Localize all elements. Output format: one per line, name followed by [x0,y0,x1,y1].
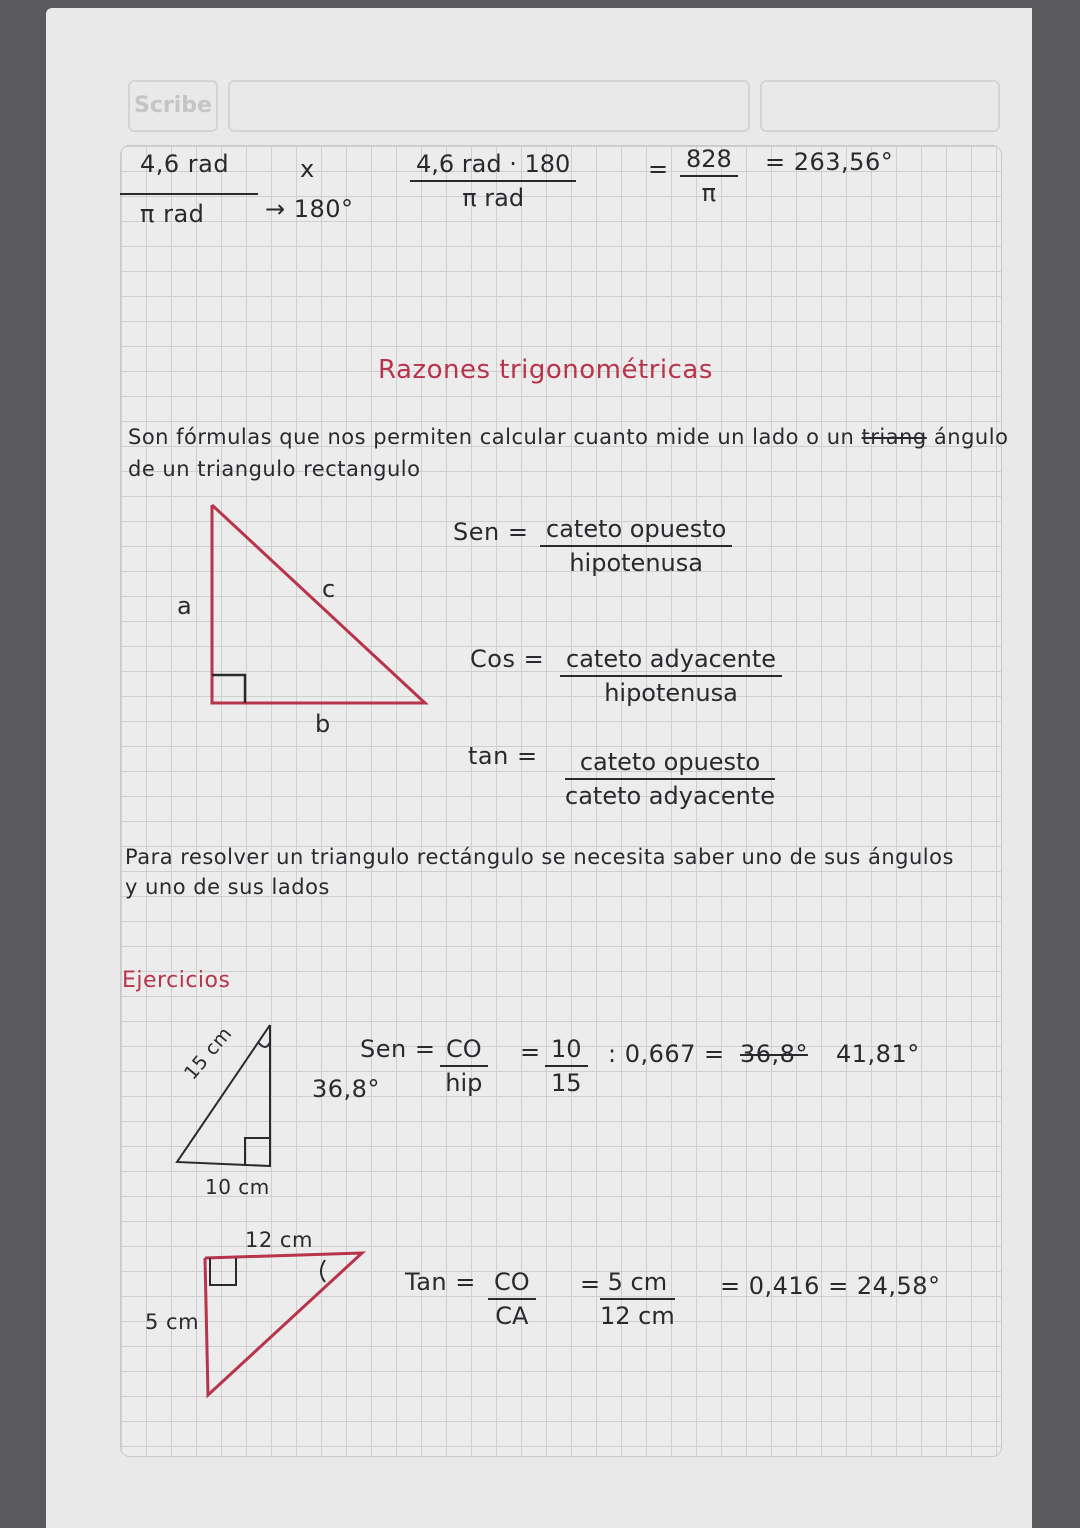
conv-fraction2: 4,6 rad · 180 π rad [410,150,576,212]
ex2-fraction1: $\frac{CO}{CA}$ [488,1268,536,1330]
exercises-heading: Ejercicios [122,968,231,993]
ex2-top-label: 12 cm [245,1228,313,1252]
sen-label: Sen = [453,518,529,546]
conv-arrow: → 180° [265,195,354,223]
conv-denominator: π rad [140,200,205,228]
ex1-fraction1: CO hip [440,1035,488,1097]
ex1-lhs: Sen = [360,1035,436,1063]
ex2-result: = 0,416 = 24,58° [720,1272,941,1300]
sen-fraction: cateto opuesto hipotenusa [540,515,732,577]
label-c: c [322,575,336,603]
triangle-main [212,505,425,703]
note-line1: Para resolver un triangulo rectángulo se necesita saber uno de sus ángulos [125,845,954,869]
ex1-value: : 0,667 = [608,1040,725,1068]
conv-fraction3: $\frac{828}{\pi}$ [680,145,738,207]
tan-label: tan = [468,742,538,770]
ex1-result: 41,81° [836,1040,920,1068]
ex1-fraction2: $\frac{10}{15}$ [545,1035,588,1097]
label-a: a [177,592,193,620]
right-angle-mark [212,675,245,703]
ex2-eq: = [580,1270,601,1298]
ex2-side-label: 5 cm [145,1310,200,1334]
ex2-lhs: Tan = [405,1268,476,1296]
conv-result: = 263,56° [765,148,894,176]
tan-fraction: cateto opuesto cateto adyacente [565,748,775,810]
section-title: Razones trigonométricas [378,355,713,385]
cos-label: Cos = [470,645,545,673]
ex2-fraction2: $\frac{5 cm}{12 cm}$ [600,1268,675,1330]
ex1-eq: = [520,1038,541,1066]
intro-line2: de un triangulo rectangulo [128,457,421,481]
brand-logo: Scribe [128,80,218,132]
conv-numerator: 4,6 rad [140,150,230,178]
conv-equals: = [648,155,669,183]
conv-x: x [300,155,315,183]
ex1-angle: 36,8° [312,1075,380,1103]
triangle-ex2 [205,1253,362,1395]
ex1-struck: 36,8° [740,1040,808,1068]
cos-fraction: cateto adyacente hipotenusa [560,645,782,707]
label-b: b [315,710,331,738]
ex1-hyp-label: 15 cm [180,1022,237,1085]
note-line2: y uno de sus lados [125,875,330,899]
intro-line1: Son fórmulas que nos permiten calcular cuanto mide un lado o un triang ángulo [128,425,1009,449]
ex1-base-label: 10 cm [205,1175,270,1199]
